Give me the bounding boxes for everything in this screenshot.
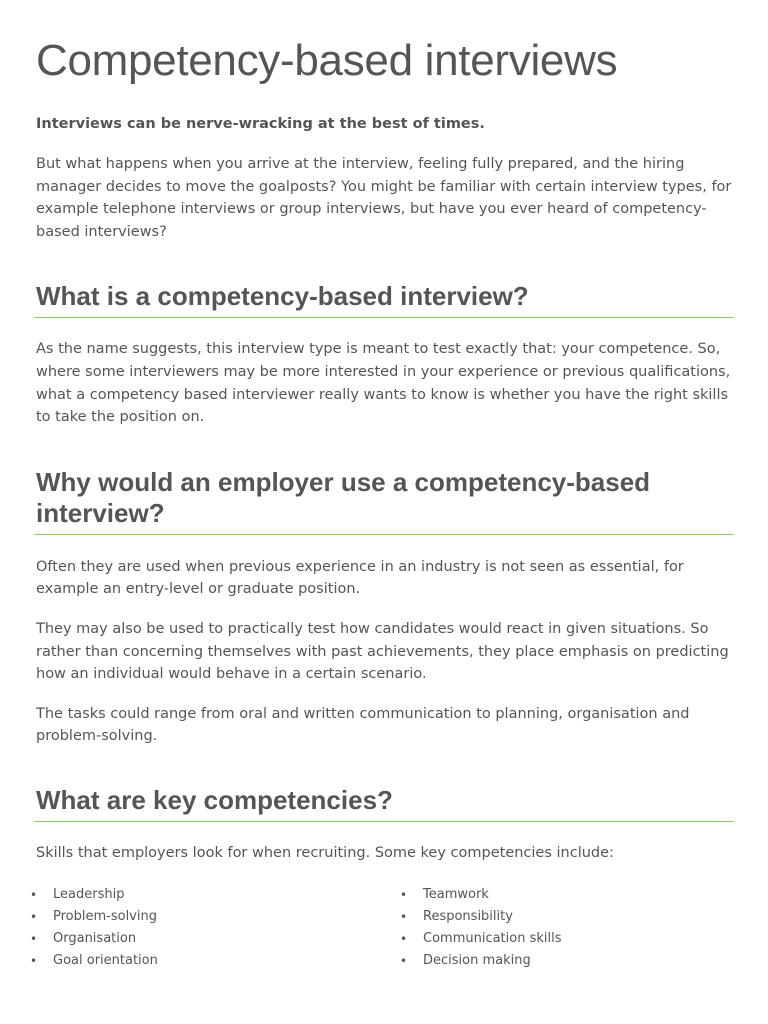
section-title: What are key competencies? [36,784,393,815]
list-item: • Decision making [406,950,562,972]
section-paragraph: The tasks could range from oral and written communication to planning, organisation and problem-solving. [36,705,690,745]
section-paragraph: As the name suggests, this interview type is meant to test exactly that: your competence. So, where some interviewers may be more interested in your experience or previous qualifications, what a competency based interviewer really wants to know is whether you have the right skills to take the position on. [36,341,731,426]
list-item: • Leadership [36,884,158,906]
list-item: • Problem-solving [36,906,158,928]
list-item: • Goal orientation [36,950,158,972]
section-paragraph: Skills that employers look for when recruiting. Some key competencies include: [36,844,614,861]
list-item: • Teamwork [406,884,562,906]
page-title: Competency-based interviews [36,36,618,85]
list-item: • Organisation [36,928,158,950]
section-paragraph: Often they are used when previous experience in an industry is not seen as essential, for example an entry-level or graduate position. [36,558,684,598]
section-heading-what-is [34,281,734,318]
list-item: • Responsibility [406,906,562,928]
intro-paragraph: But what happens when you arrive at the interview, feeling fully prepared, and the hiring manager decides to move the goalposts? You might be familiar with certain interview types, for example telephone interviews or group interviews, but have you ever heard of competency-based interviews? [36,156,732,240]
competency-lists [36,884,732,974]
section-title: Why would an employer use a competency-based interview? [36,466,651,528]
competency-list-left [36,884,158,972]
section-heading-key-competencies [34,785,734,822]
section-heading-why [34,467,734,535]
intro-lead: Interviews can be nerve-wracking at the best of times. [36,116,485,132]
list-item: • Communication skills [406,928,562,950]
competency-list-right [406,884,562,972]
section-paragraph: They may also be used to practically test how candidates would react in given situations. So rather than concerning themselves with past achievements, they place emphasis on predicting how an individual would behave in a certain scenario. [36,620,729,683]
section-title: What is a competency-based interview? [36,281,529,312]
